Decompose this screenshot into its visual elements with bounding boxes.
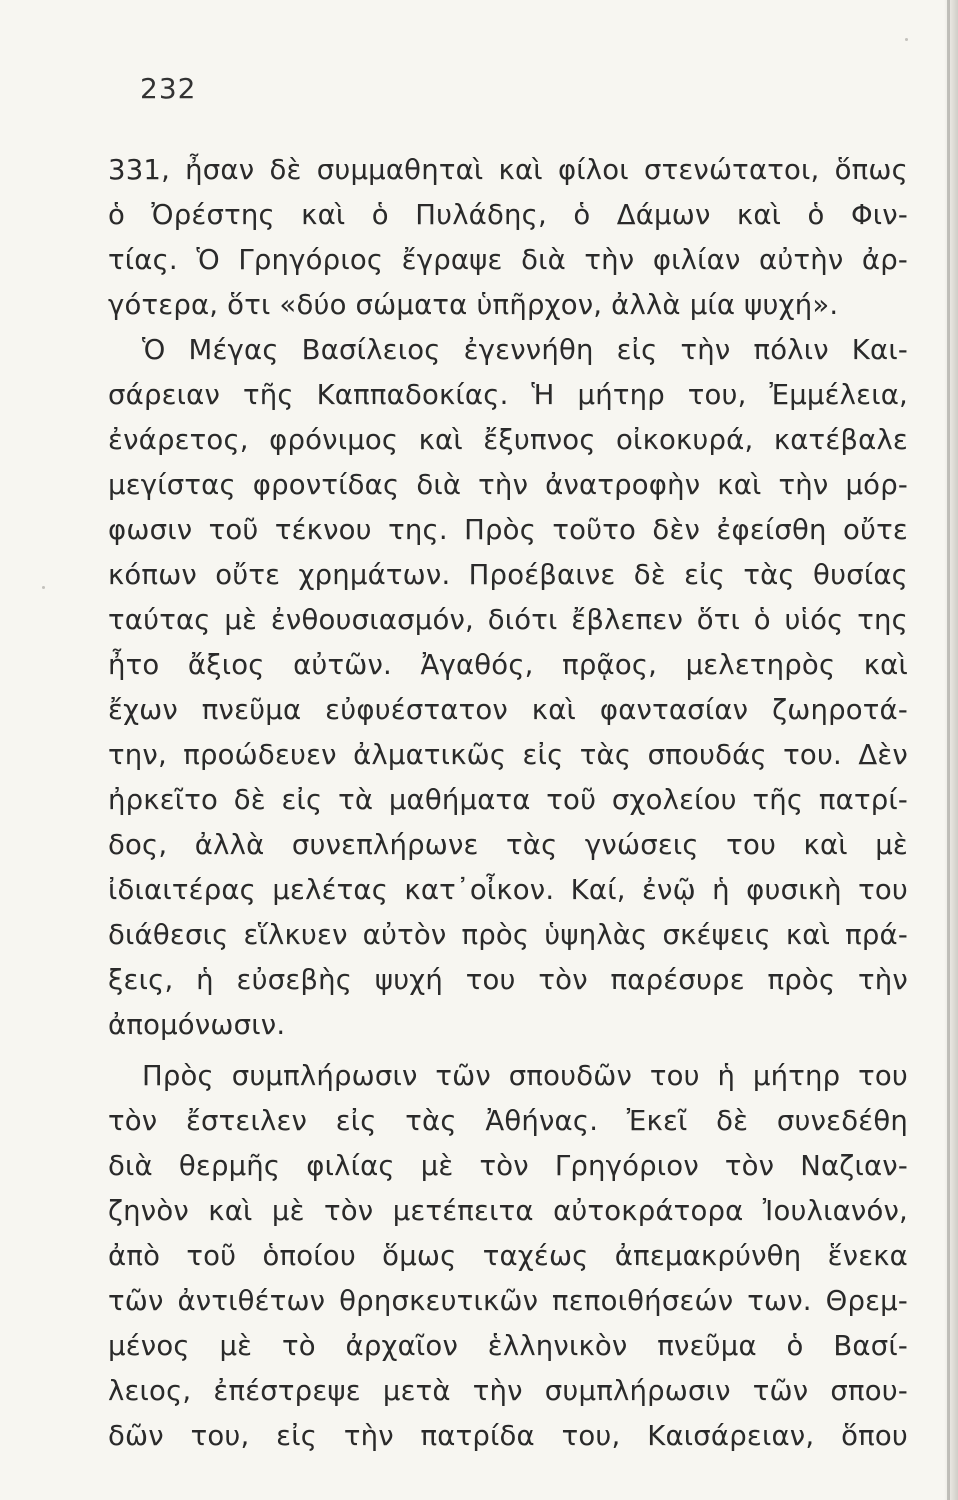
binding-shadow-line	[947, 0, 950, 1500]
text-line: τίας. Ὁ Γρηγόριος ἔγραψε διὰ τὴν φιλίαν αὐτὴν ἀρ-	[108, 244, 908, 276]
text-line: ἔχων πνεῦμα εὐφυέστατον καὶ φαντασίαν ζωηροτά-	[108, 694, 908, 726]
text-line: μένος μὲ τὸ ἀρχαῖον ἑλληνικὸν πνεῦμα ὁ Βασί-	[108, 1330, 908, 1362]
text-line: ἀπὸ τοῦ ὁποίου ὅμως ταχέως ἀπεμακρύνθη ἕνεκα	[108, 1240, 908, 1272]
text-line: γότερα, ὅτι «δύο σώματα ὑπῆρχον, ἀλλὰ μία ψυχή».	[108, 289, 839, 321]
page-number: 232	[140, 72, 197, 105]
text-line: λειος, ἐπέστρεψε μετὰ τὴν συμπλήρωσιν τῶν σπου-	[108, 1375, 908, 1407]
text-line: τὸν ἔστειλεν εἰς τὰς Ἀθήνας. Ἐκεῖ δὲ συνεδέθη	[108, 1105, 908, 1137]
text-line: διάθεσις εἵλκυεν αὐτὸν πρὸς ὑψηλὰς σκέψεις καὶ πρά-	[108, 919, 908, 951]
text-line: τῶν ἀντιθέτων θρησκευτικῶν πεποιθήσεών των. Θρεμ-	[108, 1285, 908, 1317]
text-line: δῶν του, εἰς τὴν πατρίδα του, Καισάρειαν, ὅπου	[108, 1420, 908, 1452]
paragraph	[108, 148, 908, 328]
text-line: ὁ Ὀρέστης καὶ ὁ Πυλάδης, ὁ Δάμων καὶ ὁ Φιν-	[108, 199, 908, 231]
text-line: ἐνάρετος, φρόνιμος καὶ ἔξυπνος οἰκοκυρά, κατέβαλε	[108, 424, 908, 456]
text-line: δος, ἀλλὰ συνεπλήρωνε τὰς γνώσεις του καὶ μὲ	[108, 829, 908, 861]
text-line: Πρὸς συμπλήρωσιν τῶν σπουδῶν του ἡ μήτηρ του	[142, 1060, 908, 1092]
text-line: ξεις, ἡ εὐσεβὴς ψυχή του τὸν παρέσυρε πρὸς τὴν	[108, 964, 908, 996]
paper-speck	[42, 586, 45, 589]
text-line: 331, ἦσαν δὲ συμμαθηταὶ καὶ φίλοι στενώτατοι, ὅπως	[108, 154, 908, 186]
paragraph	[108, 1054, 908, 1459]
text-line: μεγίστας φροντίδας διὰ τὴν ἀνατροφὴν καὶ τὴν μόρ-	[108, 469, 908, 501]
paper-speck	[905, 38, 908, 41]
paragraph	[108, 328, 908, 1048]
text-line: ζηνὸν καὶ μὲ τὸν μετέπειτα αὐτοκράτορα Ἰουλιανόν,	[108, 1195, 908, 1227]
text-line: ἠρκεῖτο δὲ εἰς τὰ μαθήματα τοῦ σχολείου τῆς πατρί-	[108, 784, 908, 816]
text-line: ἰδιαιτέρας μελέτας κατ᾽οἶκον. Καί, ἐνῷ ἡ φυσικὴ του	[108, 874, 908, 906]
text-line: Ὁ Μέγας Βασίλειος ἐγεννήθη εἰς τὴν πόλιν Και-	[142, 334, 908, 366]
text-line: φωσιν τοῦ τέκνου της. Πρὸς τοῦτο δὲν ἐφείσθη οὔτε	[108, 514, 908, 546]
text-line: σάρειαν τῆς Καππαδοκίας. Ἡ μήτηρ του, Ἐμμέλεια,	[108, 379, 908, 411]
body-text	[108, 148, 908, 1459]
text-line: την, προώδευεν ἀλματικῶς εἰς τὰς σπουδάς του. Δὲν	[108, 739, 908, 771]
text-line: ἀπομόνωσιν.	[108, 1009, 286, 1041]
text-line: ἦτο ἄξιος αὐτῶν. Ἀγαθός, πρᾷος, μελετηρὸς καὶ	[108, 649, 908, 681]
text-line: διὰ θερμῆς φιλίας μὲ τὸν Γρηγόριον τὸν Ναζιαν-	[108, 1150, 908, 1182]
text-line: κόπων οὔτε χρημάτων. Προέβαινε δὲ εἰς τὰς θυσίας	[108, 559, 908, 591]
text-line: ταύτας μὲ ἐνθουσιασμόν, διότι ἔβλεπεν ὅτι ὁ υἱός της	[108, 604, 908, 636]
